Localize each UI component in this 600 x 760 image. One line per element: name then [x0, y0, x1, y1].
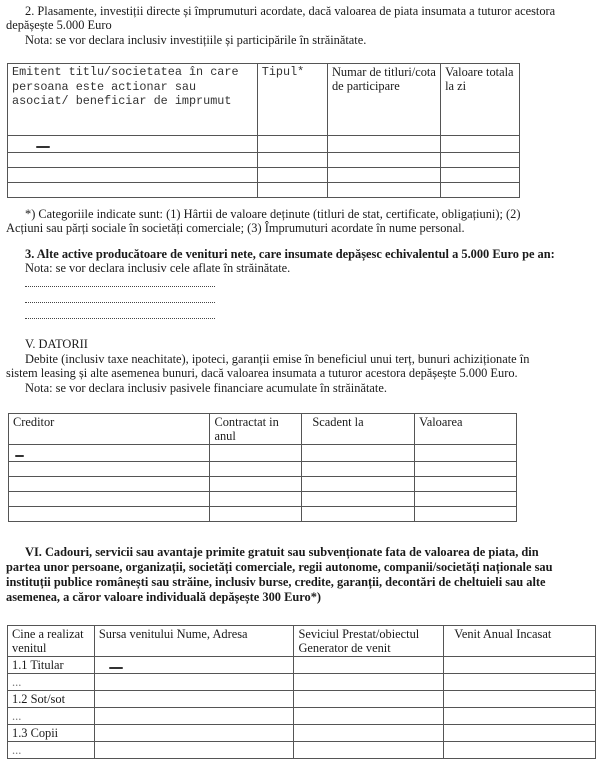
table-cell[interactable] — [327, 168, 440, 183]
section3-note: Nota: se vor declara inclusiv cele aflate în străinătate. — [25, 261, 291, 275]
table-cell[interactable] — [210, 445, 302, 462]
section5-line1: Debite (inclusiv taxe neachitate), ipoteci, garanții emise în beneficiul unui terț, bunuri achiziționate în — [25, 352, 530, 366]
dash-mark — [36, 146, 50, 148]
table-cell[interactable] — [327, 136, 440, 153]
table-cell[interactable] — [294, 725, 444, 742]
section6-line1: VI. Cadouri, servicii sau avantaje primite gratuit sau subvenționate fata de valoarea de piata, din — [25, 545, 539, 559]
row-label: ... — [8, 742, 95, 759]
row-label: 1.3 Copii — [8, 725, 95, 742]
table-row — [9, 445, 517, 462]
header-numar-titluri: Numar de titluri/cota de participare — [327, 64, 440, 136]
table-cell[interactable] — [210, 462, 302, 477]
table-cell[interactable] — [415, 445, 517, 462]
table-row — [9, 492, 517, 507]
table-row — [9, 507, 517, 522]
table-cell[interactable] — [8, 153, 258, 168]
table-cell[interactable] — [441, 183, 520, 198]
table-cell[interactable] — [9, 477, 210, 492]
table-row — [8, 674, 596, 691]
header-creditor: Creditor — [9, 414, 210, 445]
header-emitent: Emitent titlu/societatea în care persoana este actionar sau asociat/ beneficiar de imprumut — [8, 64, 258, 136]
table-cell[interactable] — [444, 725, 596, 742]
dash-mark — [109, 667, 123, 669]
table-cell[interactable] — [9, 445, 210, 462]
table-cell[interactable] — [94, 742, 294, 759]
table-cell[interactable] — [9, 462, 210, 477]
table-cell[interactable] — [415, 507, 517, 522]
table-cell[interactable] — [294, 708, 444, 725]
table-cell[interactable] — [8, 136, 258, 153]
table-cell[interactable] — [257, 153, 327, 168]
section2-footnote-line2: Acțiuni sau părți sociale în societăți comerciale; (3) Împrumuturi acordate în nume personal. — [6, 221, 465, 235]
table-cell[interactable] — [444, 708, 596, 725]
row-label: ... — [8, 708, 95, 725]
table-cell[interactable] — [94, 657, 294, 674]
table-cell[interactable] — [444, 657, 596, 674]
row-label: 1.1 Titular — [8, 657, 95, 674]
table-cell[interactable] — [294, 657, 444, 674]
blank-line-1[interactable] — [25, 285, 215, 287]
table-cell[interactable] — [94, 725, 294, 742]
table-row — [9, 462, 517, 477]
header-contractat: Contractat in anul — [210, 414, 302, 445]
table-cell[interactable] — [327, 153, 440, 168]
blank-line-2[interactable] — [25, 301, 215, 303]
table-row — [8, 708, 596, 725]
table-cell[interactable] — [94, 691, 294, 708]
section2-intro-line2: depășește 5.000 Euro — [6, 18, 112, 32]
table-cell[interactable] — [8, 183, 258, 198]
dash-mark — [15, 455, 24, 457]
table-cell[interactable] — [294, 674, 444, 691]
header-valoare-totala: Valoare totala la zi — [441, 64, 520, 136]
table-cell[interactable] — [415, 492, 517, 507]
header-tipul: Tipul* — [257, 64, 327, 136]
section5-note: Nota: se vor declara inclusiv pasivele financiare acumulate în străinătate. — [25, 381, 387, 395]
table-cell[interactable] — [302, 445, 415, 462]
section6-line3: instituții publice românești sau străine, inclusiv burse, credite, garanții, decontări de cheltuieli sau alte — [6, 575, 546, 589]
table-row — [8, 691, 596, 708]
table-cell[interactable] — [210, 507, 302, 522]
table-cell[interactable] — [257, 168, 327, 183]
header-sursa-venitului: Sursa venitului Nume, Adresa — [94, 626, 294, 657]
section6-line2: partea unor persoane, organizații, societăți comerciale, regii autonome, companii/societăți naționale sau — [6, 560, 553, 574]
table-cell[interactable] — [302, 507, 415, 522]
table-header-row — [9, 414, 517, 445]
table-cell[interactable] — [210, 477, 302, 492]
header-scadent: Scadent la — [302, 414, 415, 445]
row-label: 1.2 Sot/sot — [8, 691, 95, 708]
section3-title: 3. Alte active producătoare de venituri nete, care insumate depășesc echivalentul a 5.000 Euro pe an: — [25, 247, 555, 261]
investments-table — [7, 63, 520, 198]
table-cell[interactable] — [415, 477, 517, 492]
header-valoarea: Valoarea — [415, 414, 517, 445]
debts-table — [8, 413, 517, 522]
table-cell[interactable] — [302, 492, 415, 507]
table-row — [8, 168, 520, 183]
table-row — [9, 477, 517, 492]
table-row — [8, 136, 520, 153]
table-row — [8, 657, 596, 674]
table-cell[interactable] — [444, 691, 596, 708]
table-cell[interactable] — [441, 136, 520, 153]
table-cell[interactable] — [210, 492, 302, 507]
section5-line2: sistem leasing și alte asemenea bunuri, dacă valoarea insumata a tuturor acestora depășește 5.000 Euro. — [6, 366, 518, 380]
table-row — [8, 742, 596, 759]
table-cell[interactable] — [441, 153, 520, 168]
table-cell[interactable] — [444, 674, 596, 691]
table-cell[interactable] — [415, 462, 517, 477]
section6-line4: asemenea, a căror valoare individuală depășește 300 Euro*) — [6, 590, 322, 604]
table-cell[interactable] — [302, 462, 415, 477]
table-cell[interactable] — [294, 691, 444, 708]
table-cell[interactable] — [94, 674, 294, 691]
section5-title: V. DATORII — [25, 337, 88, 351]
header-venit-anual: Venit Anual Incasat — [444, 626, 596, 657]
table-row — [8, 153, 520, 168]
section2-note: Nota: se vor declara inclusiv investițiile și participările în străinătate. — [25, 33, 367, 47]
table-cell[interactable] — [302, 477, 415, 492]
row-label: ... — [8, 674, 95, 691]
header-serviciul-prestat: Seviciul Prestat/obiectul Generator de venit — [294, 626, 444, 657]
table-header-row — [8, 64, 520, 136]
section2-intro-line1: 2. Plasamente, investiții directe și împrumuturi acordate, dacă valoarea de piata insumata a tuturor acestora — [25, 4, 556, 18]
table-cell[interactable] — [9, 492, 210, 507]
table-cell[interactable] — [94, 708, 294, 725]
table-cell[interactable] — [257, 183, 327, 198]
section2-footnote-line1: *) Categoriile indicate sunt: (1) Hârtii de valoare deținute (titluri de stat, certificate, obligațiuni); (2) — [25, 207, 521, 221]
table-cell[interactable] — [444, 742, 596, 759]
table-cell[interactable] — [9, 507, 210, 522]
header-cine-a-realizat: Cine a realizat venitul — [8, 626, 95, 657]
gifts-table — [7, 625, 596, 759]
table-cell[interactable] — [257, 136, 327, 153]
blank-line-3[interactable] — [25, 317, 215, 319]
table-row — [8, 725, 596, 742]
table-header-row — [8, 626, 596, 657]
table-row — [8, 183, 520, 198]
table-cell[interactable] — [441, 168, 520, 183]
table-cell[interactable] — [327, 183, 440, 198]
table-cell[interactable] — [8, 168, 258, 183]
table-cell[interactable] — [294, 742, 444, 759]
